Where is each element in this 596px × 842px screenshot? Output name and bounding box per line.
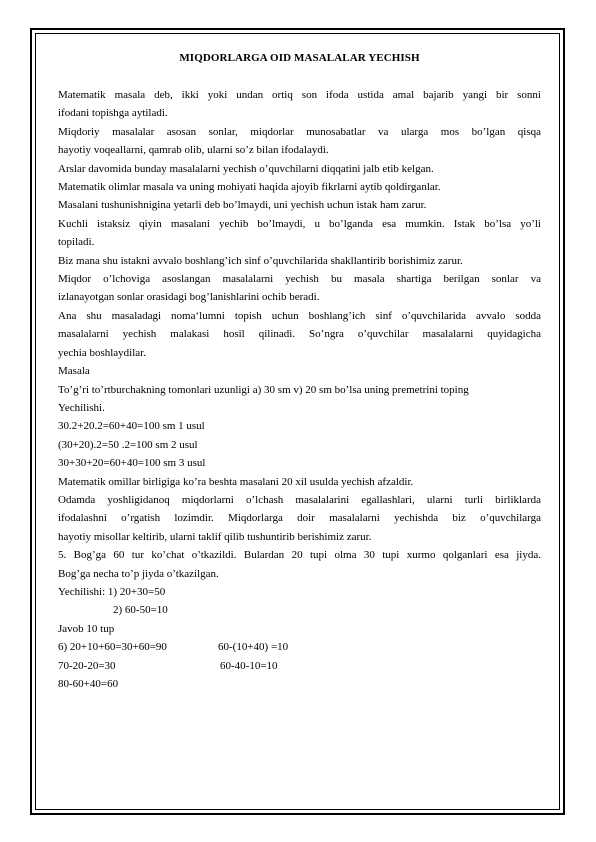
formula-row xyxy=(58,675,541,693)
formula-line: (30+20).2=50 .2=100 sm 2 usul xyxy=(58,438,198,451)
paragraph-line: ifodani topishga aytiladi. xyxy=(58,107,168,120)
formula-line: 30.2+20.2=60+40=100 sm 1 usul xyxy=(58,420,205,433)
paragraph-line: hayotiy misollar keltirib, ularni taklif qilib tushuntirib berishimiz zarur. xyxy=(58,530,372,543)
paragraph-line: Matematik masala deb, ikki yoki undan ortiq son ifoda ustida amal bajarib yangi bir sonni xyxy=(58,89,541,101)
paragraph-line: Ana shu masaladagi noma‘lumni topish uchun boshlang’ich sinf o’quvchilarida avvalo sodda xyxy=(58,309,541,322)
formula-right: 60-(10+40) =10 xyxy=(218,641,289,654)
solution-line: 2) 60-50=10 xyxy=(113,604,168,617)
paragraph-line: Odamda yoshligidanoq miqdorlarni o’lchash masalalarini egallashlari, ularni turli birliklarda xyxy=(58,493,541,506)
paragraph-line: topiladi. xyxy=(58,236,95,249)
section-label: Masala xyxy=(58,365,90,378)
paragraph-line: Matematik omillar birligiga ko’ra beshta masalani 20 xil usulda yechish afzaldir. xyxy=(58,475,414,488)
paragraph-line: ifodalashni o’rgatish lozimdir. Miqdorlarga doir masalalarni yechishda biz o’quvchilarga xyxy=(58,512,541,525)
formula-row xyxy=(58,638,541,656)
paragraph-line: Matematik olimlar masala va uning mohiyati haqida ajoyib fikrlarni aytib qoldirganlar. xyxy=(58,181,441,194)
formula-left: 6) 20+10+60=30+60=90 xyxy=(58,641,167,654)
paragraph-line: Bog’ga necha to’p jiyda o’tkazilgan. xyxy=(58,567,219,580)
paragraph-line: 5. Bog’ga 60 tur ko’chat o’tkazildi. Bulardan 20 tupi olma 30 tupi xurmo qolganlari esa jiyda. xyxy=(58,549,541,562)
paragraph-line: Arslar davomida bunday masalalarni yechish o’quvchilarni diqqatini jalb etib kelgan. xyxy=(58,162,434,175)
paragraph-line: Miqdoriy masalalar asosan sonlar, miqdorlar munosabatlar va ularga mos bo’lgan qisqa xyxy=(58,125,541,138)
document-title: MIQDORLARGA OID MASALALAR YECHISH xyxy=(179,52,420,64)
paragraph-line: Kuchli istaksiz qiyin masalani yechib bo’lmaydi, u bo’lganda esa mumkin. Istak bo’lsa yo’li xyxy=(58,217,541,230)
answer-line: Javob 10 tup xyxy=(58,622,115,635)
formula-left: 70-20-20=30 xyxy=(58,659,116,672)
paragraph-line: To’g’ri to’rtburchakning tomonlari uzunligi a) 30 sm v) 20 sm bo’lsa uning premetrini toping xyxy=(58,383,469,396)
paragraph-line: Biz mana shu istakni avvalo boshlang’ich sinf o’quvchilarida shakllantirib borishimiz zarur. xyxy=(58,254,463,267)
paragraph-line: izlanayotgan sonlar orasidagi bog’lanishlarini ochib beradi. xyxy=(58,291,320,304)
solution-line: Yechilishi: 1) 20+30=50 xyxy=(58,585,166,598)
formula-right: 60-40-10=10 xyxy=(220,659,278,672)
formula-line: 30+30+20=60+40=100 sm 3 usul xyxy=(58,457,206,470)
section-label: Yechilishi. xyxy=(58,401,105,414)
formula-row xyxy=(58,657,541,675)
paragraph-line: masalalarni yechish malakasi hosil qilinadi. So’ngra o’quvchilar masalalarni quyidagicha xyxy=(58,328,541,341)
formula-left: 80-60+40=60 xyxy=(58,678,119,690)
paragraph-line: Miqdor o’lchoviga asoslangan masalalarni yechish bu masala shartiga berilgan sonlar va xyxy=(58,273,541,286)
paragraph-line: yechia boshlaydilar. xyxy=(58,346,146,359)
paragraph-line: hayotiy voqeallarni, qamrab olib, ularni so’z bilan ifodalaydi. xyxy=(58,144,329,157)
paragraph-line: Masalani tushunishnigina yetarli deb bo’lmaydi, uni yechish uchun istak ham zarur. xyxy=(58,199,427,212)
document-body xyxy=(58,52,541,693)
